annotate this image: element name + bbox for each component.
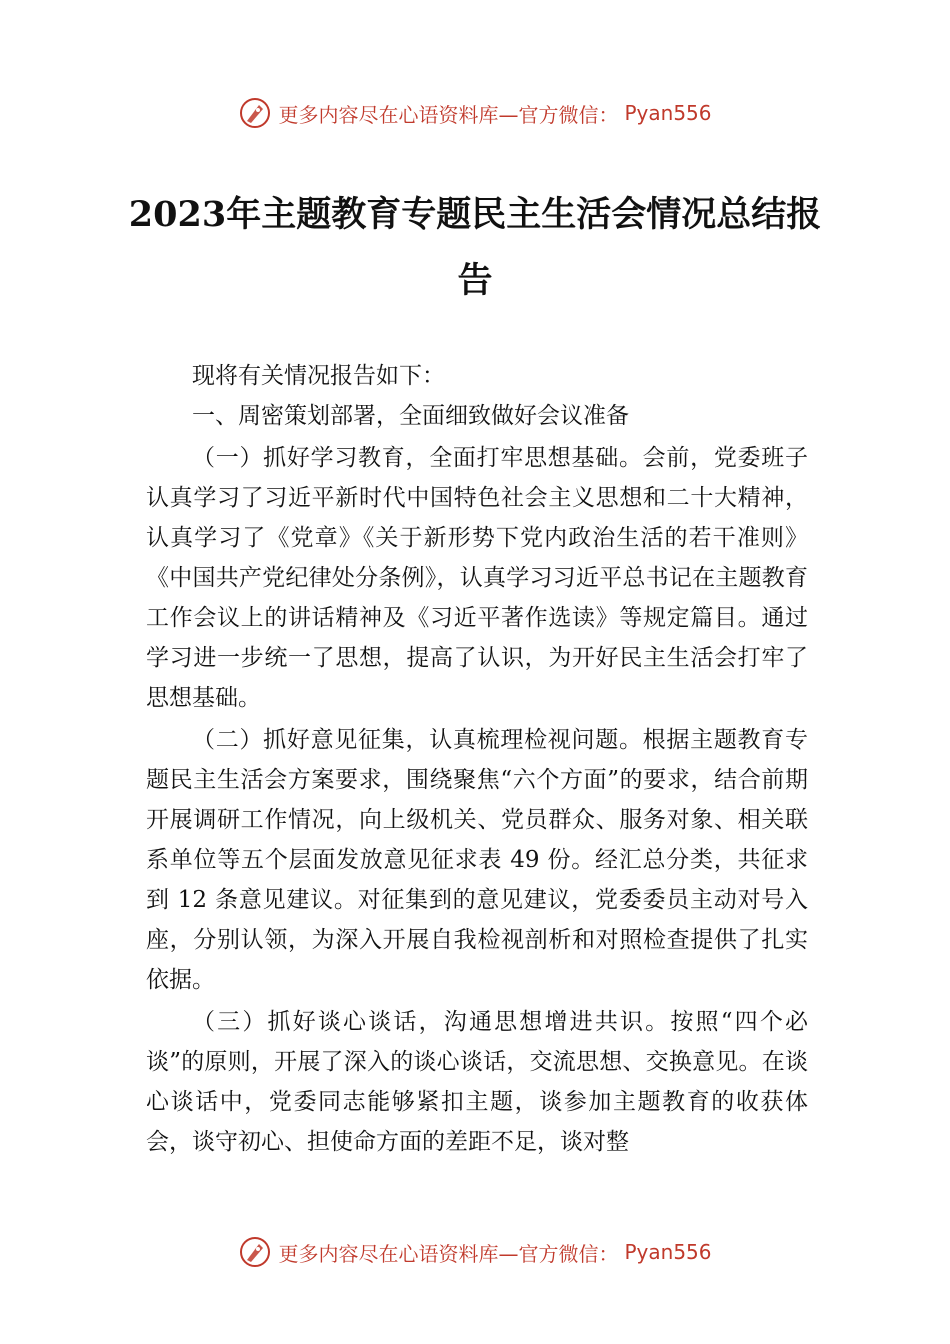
banner-wechat-id: Pyan556 xyxy=(624,1240,712,1264)
pen-nib-icon xyxy=(238,1235,272,1269)
document-title: 2023年主题教育专题民主生活会情况总结报告 xyxy=(128,194,822,301)
section-heading: 一、周密策划部署，全面细致做好会议准备 xyxy=(192,403,629,429)
header-banner xyxy=(0,96,950,130)
paragraph: （二）抓好意见征集，认真梳理检视问题。根据主题教育专题民主生活会方案要求，围绕聚焦“六个方面”的要求，结合前期开展调研工作情况，向上级机关、党员群众、服务对象、相关联系单位等五个层面发放意见征求表 49 份。经汇总分类，共征求到 12 条意见建议。对征集到的意见建议，党委委员主动对号入座，分别认领，为深入开展自我检视剖析和对照检查提供了扎实依据。 xyxy=(146,727,808,993)
pen-nib-icon xyxy=(238,96,272,130)
document-body xyxy=(146,356,808,1162)
banner-wechat-id: Pyan556 xyxy=(624,101,712,125)
banner-text: 更多内容尽在心语资料库—官方微信： xyxy=(278,1241,619,1266)
paragraph: （一）抓好学习教育，全面打牢思想基础。会前，党委班子认真学习了习近平新时代中国特色社会主义思想和二十大精神，认真学习了《党章》《关于新形势下党内政治生活的若干准则》《中国共产党纪律处分条例》，认真学习习近平总书记在主题教育工作会议上的讲话精神及《习近平著作选读》等规定篇目。通过学习进一步统一了思想，提高了认识，为开好民主生活会打牢了思想基础。 xyxy=(146,445,808,711)
banner-text: 更多内容尽在心语资料库—官方微信： xyxy=(278,102,619,127)
paragraph: （三）抓好谈心谈话，沟通思想增进共识。按照“四个必谈”的原则，开展了深入的谈心谈话，交流思想、交换意见。在谈心谈话中，党委同志能够紧扣主题，谈参加主题教育的收获体会，谈守初心、担使命方面的差距不足，谈对整 xyxy=(146,1009,808,1155)
paragraph-intro: 现将有关情况报告如下： xyxy=(192,363,445,389)
footer-banner xyxy=(0,1235,950,1269)
